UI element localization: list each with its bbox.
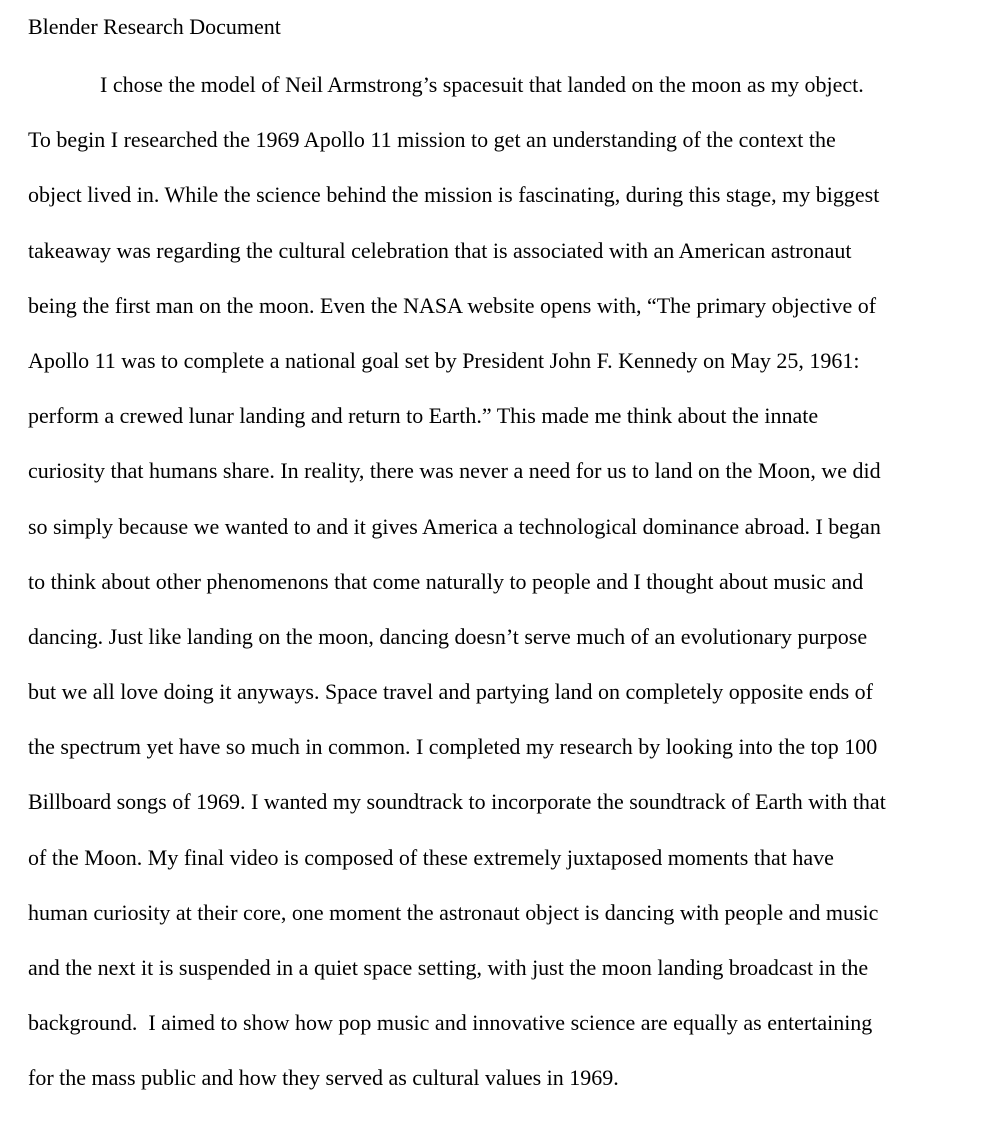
paragraph-line: perform a crewed lunar landing and return to Earth.” This made me think about the innate (28, 403, 819, 429)
paragraph-line: I chose the model of Neil Armstrong’s spacesuit that landed on the moon as my object. (100, 72, 864, 97)
document-paragraph (28, 70, 978, 1119)
paragraph-line: for the mass public and how they served as cultural values in 1969. (28, 1065, 619, 1091)
paragraph-line: Apollo 11 was to complete a national goal set by President John F. Kennedy on May 25, 1961: (28, 347, 860, 373)
paragraph-line: so simply because we wanted to and it gives America a technological dominance abroad. I began (28, 513, 881, 539)
paragraph-line: background. I aimed to show how pop music and innovative science are equally as entertaining (28, 1010, 873, 1036)
paragraph-line: curiosity that humans share. In reality, there was never a need for us to land on the Moon, we did (28, 458, 881, 484)
paragraph-line: Billboard songs of 1969. I wanted my soundtrack to incorporate the soundtrack of Earth with that (28, 789, 886, 815)
paragraph-line: being the first man on the moon. Even the NASA website opens with, “The primary objective of (28, 292, 877, 318)
paragraph-line: human curiosity at their core, one moment the astronaut object is dancing with people and music (28, 899, 879, 925)
document-title: Blender Research Document (28, 14, 281, 39)
paragraph-line: and the next it is suspended in a quiet space setting, with just the moon landing broadcast in the (28, 955, 869, 980)
paragraph-line: takeaway was regarding the cultural celebration that is associated with an American astronaut (28, 237, 852, 263)
paragraph-line: to think about other phenomenons that come naturally to people and I thought about music and (28, 568, 864, 594)
paragraph-line: of the Moon. My final video is composed of these extremely juxtaposed moments that have (28, 844, 834, 870)
paragraph-line: object lived in. While the science behind the mission is fascinating, during this stage, my biggest (28, 182, 880, 208)
paragraph-line: dancing. Just like landing on the moon, dancing doesn’t serve much of an evolutionary purpose (28, 623, 868, 649)
paragraph-line: To begin I researched the 1969 Apollo 11 mission to get an understanding of the context the (28, 127, 836, 153)
paragraph-line: but we all love doing it anyways. Space travel and partying land on completely opposite ends of (28, 679, 873, 705)
paragraph-line: the spectrum yet have so much in common. I completed my research by looking into the top 100 (28, 734, 878, 760)
